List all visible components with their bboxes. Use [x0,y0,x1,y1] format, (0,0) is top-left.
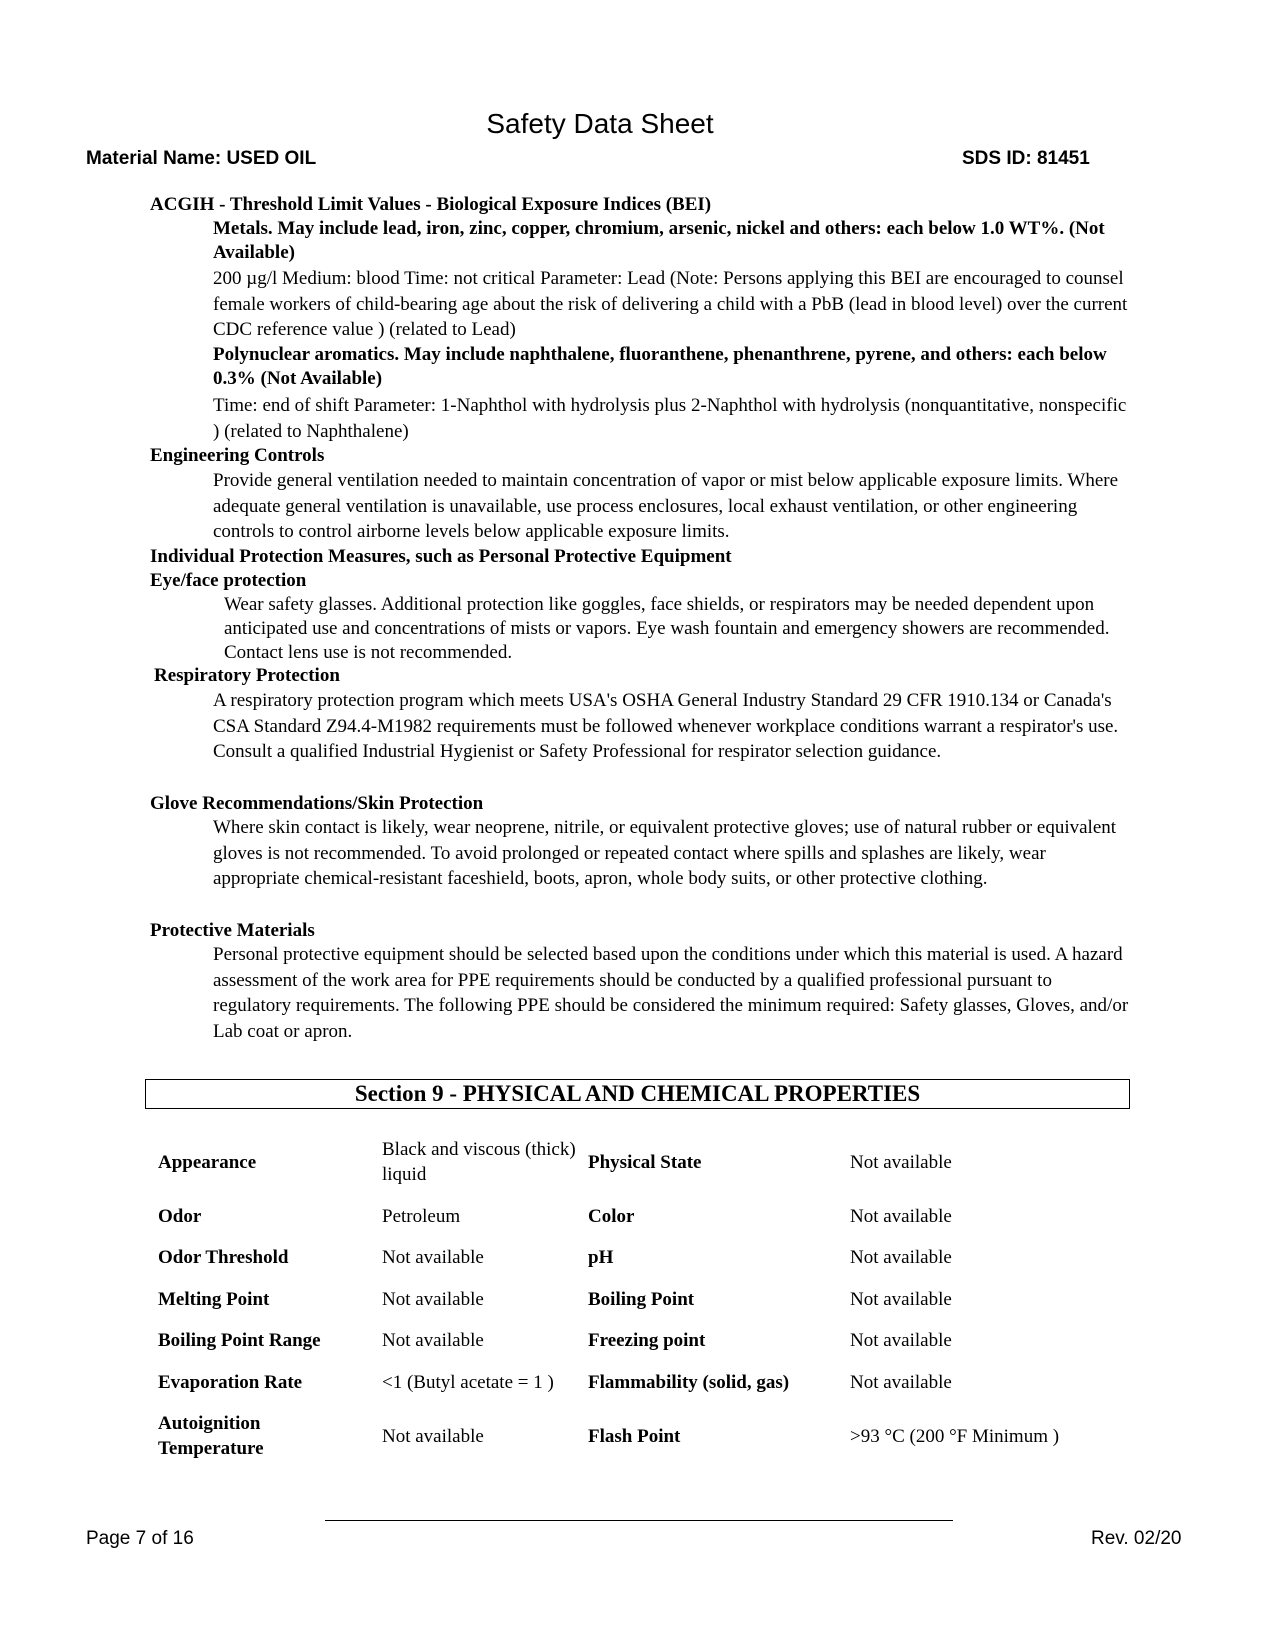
property-label: Odor [158,1206,202,1227]
engineering-heading: Engineering Controls [150,445,325,466]
property-value: <1 (Butyl acetate = 1 ) [382,1372,554,1393]
property-value: Not available [850,1206,952,1227]
property-label: Freezing point [588,1330,706,1351]
revision: Rev. 02/20 [1091,1528,1182,1549]
property-label: Flash Point [588,1426,681,1447]
metals-text: 200 µg/l Medium: blood Time: not critical Parameter: Lead (Note: Persons applying this BEI are encouraged to counsel female workers of child-bearing age about the risk of delivering a child with a PbB (lead in blood level) over the current CDC reference value ) (related to Lead) [213,268,1128,340]
protective-materials-heading: Protective Materials [150,920,315,941]
eye-protection-text: Wear safety glasses. Additional protection like goggles, face shields, or respirators may be needed dependent upon anticipated use and concentrations of mists or vapors. Eye wash fountain and emergency showers are recommended. Contact lens use is not recommended. [224,594,1110,663]
property-value: Not available [850,1330,952,1351]
section-9-title: Section 9 - PHYSICAL AND CHEMICAL PROPERTIES [145,1079,1130,1109]
property-value: >93 °C (200 °F Minimum ) [850,1426,1060,1447]
property-value: Not available [382,1289,484,1310]
glove-heading: Glove Recommendations/Skin Protection [150,793,484,814]
footer-rule [325,1520,953,1521]
property-value: Not available [382,1426,484,1447]
pna-text: Time: end of shift Parameter: 1-Naphthol with hydrolysis plus 2-Naphthol with hydrolysis (nonquantitative, nonspecific ) (related to Naphthalene) [213,395,1127,442]
property-label: Flammability (solid, gas) [588,1372,790,1393]
metals-heading: Metals. May include lead, iron, zinc, copper, chromium, arsenic, nickel and others: each below 1.0 WT%. (Not Available) [213,218,1105,263]
document-title: Safety Data Sheet [486,108,714,139]
pna-heading: Polynuclear aromatics. May include naphthalene, fluoranthene, phenanthrene, pyrene, and others: each below 0.3% (Not Available) [213,344,1107,389]
property-value: Black and viscous (thick) liquid [382,1139,576,1185]
eye-protection-heading: Eye/face protection [150,570,307,591]
property-label: Melting Point [158,1289,270,1310]
property-label: pH [588,1247,614,1268]
property-value: Not available [382,1330,484,1351]
property-value: Not available [850,1372,952,1393]
respiratory-text: A respiratory protection program which meets USA's OSHA General Industry Standard 29 CFR 1910.134 or Canada's CSA Standard Z94.4-M1982 requirements must be followed whenever workplace conditions warrant a respirator's use. Consult a qualified Industrial Hygienist or Safety Professional for respirator selection guidance. [213,690,1119,762]
page-number: Page 7 of 16 [86,1528,194,1549]
property-value: Not available [850,1152,952,1173]
individual-protection-heading: Individual Protection Measures, such as Personal Protective Equipment [150,546,732,567]
property-value: Not available [850,1289,952,1310]
property-label: Physical State [588,1152,702,1173]
sds-id: SDS ID: 81451 [962,148,1090,169]
property-label: Evaporation Rate [158,1372,303,1393]
property-value: Petroleum [382,1206,461,1227]
material-name: Material Name: USED OIL [86,148,317,169]
glove-text: Where skin contact is likely, wear neoprene, nitrile, or equivalent protective gloves; use of natural rubber or equivalent gloves is not recommended. To avoid prolonged or repeated contact where spills and splashes are likely, wear appropriate chemical-resistant faceshield, boots, apron, whole body suits, or other protective clothing. [213,817,1117,889]
property-value: Not available [850,1247,952,1268]
property-label: Boiling Point Range [158,1330,321,1351]
respiratory-heading: Respiratory Protection [154,665,340,686]
property-label: Color [588,1206,635,1227]
engineering-text: Provide general ventilation needed to maintain concentration of vapor or mist below applicable exposure limits. Where adequate general ventilation is unavailable, use process enclosures, local exhaust ventilation, or other engineering controls to control airborne levels below applicable exposure limits. [213,470,1119,542]
property-label: Odor Threshold [158,1247,289,1268]
property-label: Appearance [158,1152,257,1173]
property-value: Not available [382,1247,484,1268]
protective-materials-text: Personal protective equipment should be selected based upon the conditions under which this material is used. A hazard assessment of the work area for PPE requirements should be conducted by a qualified professional pursuant to regulatory requirements. The following PPE should be considered the minimum required: Safety glasses, Gloves, and/or Lab coat or apron. [213,944,1129,1042]
acgih-heading: ACGIH - Threshold Limit Values - Biological Exposure Indices (BEI) [150,194,712,215]
property-label: Autoignition Temperature [158,1413,264,1459]
property-label: Boiling Point [588,1289,695,1310]
